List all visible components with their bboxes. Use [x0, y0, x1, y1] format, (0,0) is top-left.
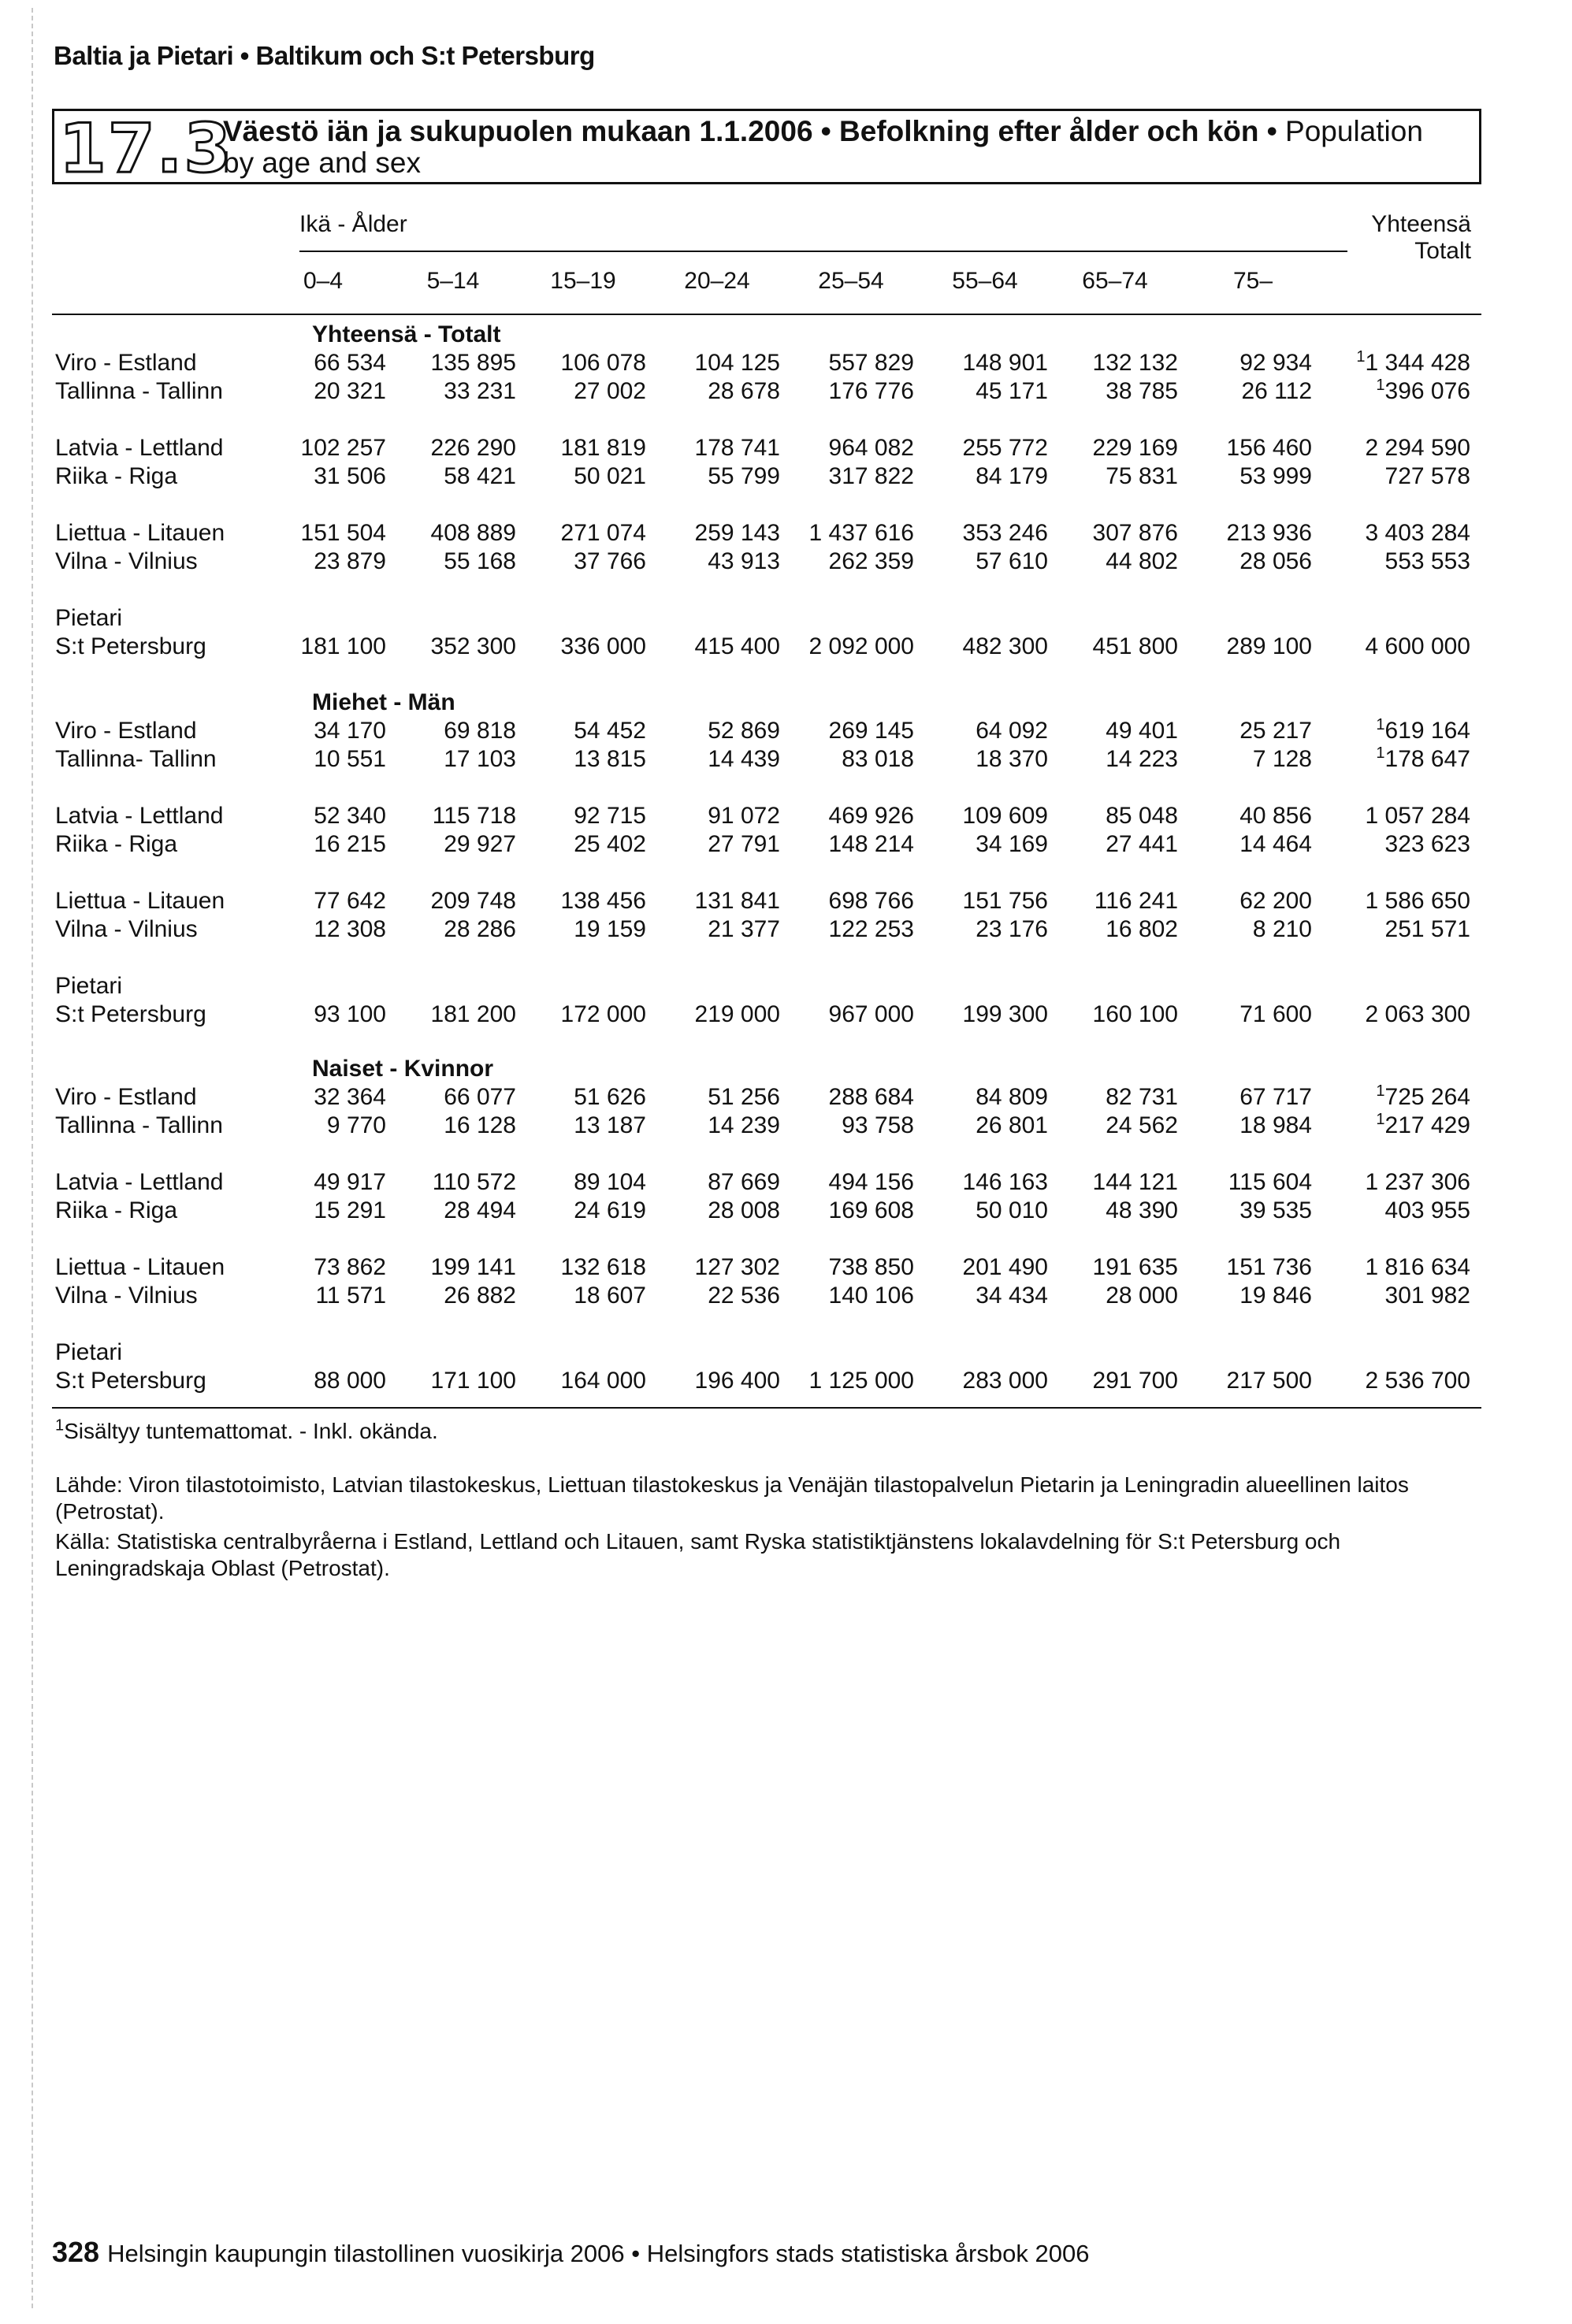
table-title-normal-1: Population — [1277, 115, 1423, 147]
section-heading: Yhteensä - Totalt — [312, 321, 501, 347]
total-value: 323 623 — [1384, 831, 1470, 857]
total-value: 3 403 284 — [1365, 520, 1470, 546]
cell-value: 269 145 — [828, 718, 914, 744]
cell-value: 84 179 — [976, 463, 1048, 489]
cell-total — [1313, 1084, 1470, 1111]
cell-value: 317 822 — [828, 463, 914, 489]
cell-value: 29 927 — [444, 831, 516, 857]
cell-value: 34 434 — [976, 1283, 1048, 1309]
total-value: 2 063 300 — [1365, 1001, 1470, 1027]
cell-value: 28 008 — [708, 1197, 780, 1223]
table-row — [0, 746, 1572, 774]
cell-value: 213 936 — [1226, 520, 1312, 546]
cell-value: 131 841 — [694, 888, 780, 914]
cell-value: 40 856 — [1239, 803, 1312, 829]
cell-value: 92 715 — [574, 803, 646, 829]
source-sv: Källa: Statistiska centralbyråerna i Estland, Lettland och Litauen, samt Ryska statistiktjänstens lokalavdelning för S:t Petersburg och Leningradskaja Oblast (Petrostat). — [55, 1529, 1341, 1580]
cell-value: 122 253 — [828, 916, 914, 942]
cell-value: 13 815 — [574, 746, 646, 772]
row-label: Vilna - Vilnius — [55, 1283, 198, 1309]
cell-value: 469 926 — [828, 803, 914, 829]
cell-value: 58 421 — [444, 463, 516, 489]
row-label: Riika - Riga — [55, 831, 178, 857]
cell-value: 32 364 — [314, 1084, 386, 1110]
cell-total — [1313, 718, 1470, 744]
cell-total — [1313, 1283, 1470, 1309]
row-label-line1 — [0, 605, 1572, 633]
cell-value: 289 100 — [1226, 633, 1312, 659]
cell-total — [1313, 916, 1470, 943]
cell-value: 181 819 — [560, 435, 646, 461]
row-label: Latvia - Lettland — [55, 435, 224, 461]
table-row — [0, 378, 1572, 407]
cell-value: 48 390 — [1106, 1197, 1178, 1223]
row-label: S:t Petersburg — [55, 633, 206, 659]
cell-total — [1313, 888, 1470, 915]
table-row — [0, 548, 1572, 577]
cell-value: 1 125 000 — [808, 1368, 914, 1394]
cell-value: 199 300 — [962, 1001, 1048, 1027]
cell-value: 52 340 — [314, 803, 386, 829]
table-row — [0, 350, 1572, 378]
table-row — [0, 1112, 1572, 1141]
cell-value: 88 000 — [314, 1368, 386, 1394]
cell-value: 14 223 — [1106, 746, 1178, 772]
footnote-ref: 1 — [1376, 1111, 1385, 1128]
cell-value: 127 302 — [694, 1254, 780, 1280]
cell-value: 15 291 — [314, 1197, 386, 1223]
cell-value: 199 141 — [430, 1254, 516, 1280]
total-value: 2 294 590 — [1365, 435, 1470, 461]
cell-value: 288 684 — [828, 1084, 914, 1110]
cell-value: 25 402 — [574, 831, 646, 857]
page-footer — [52, 2236, 1089, 2269]
age-group-label: 65–74 — [1082, 268, 1148, 294]
cell-value: 352 300 — [430, 633, 516, 659]
cell-value: 93 758 — [842, 1112, 914, 1138]
cell-value: 50 021 — [574, 463, 646, 489]
cell-value: 14 439 — [708, 746, 780, 772]
row-label: Viro - Estland — [55, 350, 197, 376]
cell-value: 146 163 — [962, 1169, 1048, 1195]
row-label: Pietari — [55, 605, 123, 631]
table-top-rule — [52, 314, 1481, 315]
section-heading: Miehet - Män — [312, 689, 455, 715]
cell-total — [1313, 1197, 1470, 1224]
cell-total — [1313, 520, 1470, 547]
cell-total — [1313, 1254, 1470, 1281]
footnote-ref: 1 — [1376, 744, 1385, 762]
cell-value: 55 168 — [444, 548, 516, 574]
total-value: 301 982 — [1384, 1283, 1470, 1309]
table-bottom-rule — [52, 1407, 1481, 1409]
cell-value: 738 850 — [828, 1254, 914, 1280]
age-group-label: 0–4 — [303, 268, 344, 294]
cell-value: 38 785 — [1106, 378, 1178, 404]
table-row — [0, 633, 1572, 662]
cell-value: 132 618 — [560, 1254, 646, 1280]
table-row — [0, 718, 1572, 746]
cell-value: 262 359 — [828, 548, 914, 574]
cell-value: 196 400 — [694, 1368, 780, 1394]
cell-value: 144 121 — [1092, 1169, 1178, 1195]
cell-total — [1313, 350, 1470, 377]
cell-total — [1313, 633, 1470, 660]
table-title-box — [52, 109, 1481, 188]
row-label: Pietari — [55, 1339, 123, 1365]
cell-value: 27 441 — [1106, 831, 1178, 857]
page-number: 328 — [52, 2236, 100, 2268]
cell-value: 26 801 — [976, 1112, 1048, 1138]
age-group-label: 75– — [1232, 268, 1273, 294]
age-group-label: 20–24 — [684, 268, 750, 294]
total-value: 727 578 — [1384, 463, 1470, 489]
cell-value: 45 171 — [976, 378, 1048, 404]
cell-value: 82 731 — [1106, 1084, 1178, 1110]
cell-value: 169 608 — [828, 1197, 914, 1223]
cell-total — [1313, 1001, 1470, 1028]
cell-total — [1313, 746, 1470, 773]
cell-value: 698 766 — [828, 888, 914, 914]
cell-value: 557 829 — [828, 350, 914, 376]
total-heading — [1371, 211, 1471, 265]
cell-total — [1313, 548, 1470, 575]
cell-value: 151 756 — [962, 888, 1048, 914]
cell-total — [1313, 1368, 1470, 1394]
row-label-line1 — [0, 1339, 1572, 1368]
footnote-ref: 1 — [1356, 348, 1366, 366]
cell-value: 19 846 — [1239, 1283, 1312, 1309]
cell-value: 91 072 — [708, 803, 780, 829]
total-value: 1 816 634 — [1365, 1254, 1470, 1280]
row-label-line1 — [0, 973, 1572, 1001]
table-row — [0, 831, 1572, 859]
cell-value: 17 103 — [444, 746, 516, 772]
table-row — [0, 1001, 1572, 1030]
cell-value: 967 000 — [828, 1001, 914, 1027]
total-value: 251 571 — [1384, 916, 1470, 942]
cell-value: 9 770 — [326, 1112, 386, 1138]
cell-value: 87 669 — [708, 1169, 780, 1195]
row-label: S:t Petersburg — [55, 1001, 206, 1027]
row-label: Vilna - Vilnius — [55, 548, 198, 574]
cell-value: 106 078 — [560, 350, 646, 376]
cell-value: 66 534 — [314, 350, 386, 376]
cell-value: 89 104 — [574, 1169, 646, 1195]
row-label: Riika - Riga — [55, 463, 178, 489]
cell-value: 24 562 — [1106, 1112, 1178, 1138]
cell-value: 176 776 — [828, 378, 914, 404]
cell-value: 25 217 — [1239, 718, 1312, 744]
age-group-label: 5–14 — [426, 268, 480, 294]
cell-value: 51 256 — [708, 1084, 780, 1110]
row-label: Tallinna - Tallinn — [55, 1112, 223, 1138]
cell-value: 2 092 000 — [808, 633, 914, 659]
cell-value: 255 772 — [962, 435, 1048, 461]
cell-value: 494 156 — [828, 1169, 914, 1195]
cell-value: 28 494 — [444, 1197, 516, 1223]
table-row — [0, 1283, 1572, 1311]
cell-value: 10 551 — [314, 746, 386, 772]
cell-value: 54 452 — [574, 718, 646, 744]
cell-value: 109 609 — [962, 803, 1048, 829]
cell-value: 55 799 — [708, 463, 780, 489]
cell-total — [1313, 463, 1470, 490]
cell-value: 62 200 — [1239, 888, 1312, 914]
cell-value: 93 100 — [314, 1001, 386, 1027]
cell-value: 229 169 — [1092, 435, 1178, 461]
cell-value: 115 718 — [432, 803, 516, 829]
cell-total — [1313, 1112, 1470, 1139]
table-row — [0, 1197, 1572, 1226]
footnote-ref: 1 — [1376, 1082, 1385, 1100]
cell-value: 18 607 — [574, 1283, 646, 1309]
cell-value: 51 626 — [574, 1084, 646, 1110]
cell-value: 291 700 — [1092, 1368, 1178, 1394]
cell-value: 181 100 — [300, 633, 386, 659]
total-heading-fi: Yhteensä — [1371, 211, 1471, 237]
cell-value: 22 536 — [708, 1283, 780, 1309]
cell-value: 191 635 — [1092, 1254, 1178, 1280]
section-heading: Naiset - Kvinnor — [312, 1056, 494, 1082]
cell-value: 11 571 — [315, 1283, 386, 1309]
cell-value: 271 074 — [560, 520, 646, 546]
table-row — [0, 803, 1572, 831]
cell-value: 219 000 — [694, 1001, 780, 1027]
cell-value: 283 000 — [962, 1368, 1048, 1394]
cell-value: 66 077 — [444, 1084, 516, 1110]
total-value: 1 586 650 — [1365, 888, 1470, 914]
cell-value: 151 736 — [1226, 1254, 1312, 1280]
cell-value: 451 800 — [1092, 633, 1178, 659]
cell-value: 77 642 — [314, 888, 386, 914]
cell-value: 27 002 — [574, 378, 646, 404]
cell-value: 28 678 — [708, 378, 780, 404]
cell-value: 13 187 — [574, 1112, 646, 1138]
cell-value: 20 321 — [314, 378, 386, 404]
table-title — [223, 116, 1468, 179]
cell-value: 964 082 — [828, 435, 914, 461]
cell-value: 50 010 — [976, 1197, 1048, 1223]
cell-value: 49 401 — [1106, 718, 1178, 744]
table-row — [0, 888, 1572, 916]
cell-value: 34 170 — [314, 718, 386, 744]
row-label: Riika - Riga — [55, 1197, 178, 1223]
cell-value: 16 128 — [444, 1112, 516, 1138]
cell-value: 201 490 — [962, 1254, 1048, 1280]
age-group-label: 55–64 — [952, 268, 1018, 294]
row-label: Viro - Estland — [55, 1084, 197, 1110]
total-value: 1 057 284 — [1365, 803, 1470, 829]
cell-value: 209 748 — [430, 888, 516, 914]
cell-value: 67 717 — [1239, 1084, 1312, 1110]
total-heading-sv: Totalt — [1414, 238, 1471, 264]
row-label: Latvia - Lettland — [55, 1169, 224, 1195]
cell-value: 132 132 — [1092, 350, 1178, 376]
cell-total — [1313, 378, 1470, 405]
cell-value: 37 766 — [574, 548, 646, 574]
cell-value: 14 464 — [1239, 831, 1312, 857]
cell-value: 138 456 — [560, 888, 646, 914]
cell-value: 26 112 — [1241, 378, 1312, 404]
cell-value: 31 506 — [314, 463, 386, 489]
row-label: Tallinna - Tallinn — [55, 378, 223, 404]
cell-value: 43 913 — [708, 548, 780, 574]
total-value: 403 955 — [1384, 1197, 1470, 1223]
cell-value: 353 246 — [962, 520, 1048, 546]
cell-value: 8 210 — [1252, 916, 1312, 942]
cell-value: 34 169 — [976, 831, 1048, 857]
cell-value: 16 802 — [1106, 916, 1178, 942]
row-label: Liettua - Litauen — [55, 1254, 225, 1280]
row-label: S:t Petersburg — [55, 1368, 206, 1394]
total-value: 396 076 — [1384, 378, 1470, 404]
cell-value: 69 818 — [444, 718, 516, 744]
table-row — [0, 1368, 1572, 1396]
table-row — [0, 916, 1572, 945]
total-value: 1 344 428 — [1365, 350, 1470, 376]
cell-value: 28 000 — [1106, 1283, 1178, 1309]
age-group-label: 15–19 — [550, 268, 616, 294]
header-rule — [299, 251, 1347, 252]
total-value: 2 536 700 — [1365, 1368, 1470, 1394]
table-title-normal-2: by age and sex — [223, 147, 421, 179]
cell-value: 160 100 — [1092, 1001, 1178, 1027]
cell-value: 336 000 — [560, 633, 646, 659]
cell-value: 18 984 — [1239, 1112, 1312, 1138]
cell-value: 33 231 — [444, 378, 516, 404]
total-value: 178 647 — [1384, 746, 1470, 772]
age-heading: Ikä - Ålder — [299, 211, 407, 237]
cell-value: 140 106 — [828, 1283, 914, 1309]
row-label: Latvia - Lettland — [55, 803, 224, 829]
cell-value: 52 869 — [708, 718, 780, 744]
table-title-bold: Väestö iän ja sukupuolen mukaan 1.1.2006 • Befolkning efter ålder och kön • — [223, 115, 1277, 147]
cell-value: 75 831 — [1106, 463, 1178, 489]
cell-value: 151 504 — [300, 520, 386, 546]
footer-text: Helsingin kaupungin tilastollinen vuosikirja 2006 • Helsingfors stads statistiska årsbok 2006 — [107, 2240, 1090, 2267]
cell-value: 115 604 — [1228, 1169, 1312, 1195]
cell-value: 172 000 — [560, 1001, 646, 1027]
cell-value: 57 610 — [976, 548, 1048, 574]
total-value: 553 553 — [1384, 548, 1470, 574]
cell-value: 415 400 — [694, 633, 780, 659]
cell-value: 148 901 — [962, 350, 1048, 376]
cell-value: 39 535 — [1239, 1197, 1312, 1223]
cell-value: 18 370 — [976, 746, 1048, 772]
cell-value: 23 176 — [976, 916, 1048, 942]
cell-value: 28 056 — [1239, 548, 1312, 574]
cell-value: 64 092 — [976, 718, 1048, 744]
cell-value: 85 048 — [1106, 803, 1178, 829]
cell-total — [1313, 831, 1470, 858]
footnote-mark: 1 — [55, 1416, 65, 1435]
row-label: Liettua - Litauen — [55, 888, 225, 914]
cell-value: 482 300 — [962, 633, 1048, 659]
cell-value: 27 791 — [708, 831, 780, 857]
cell-value: 104 125 — [694, 350, 780, 376]
cell-value: 171 100 — [430, 1368, 516, 1394]
cell-value: 7 128 — [1252, 746, 1312, 772]
cell-total — [1313, 1169, 1470, 1196]
cell-value: 14 239 — [708, 1112, 780, 1138]
cell-value: 110 572 — [432, 1169, 516, 1195]
table-row — [0, 520, 1572, 548]
footnote-text: Sisältyy tuntemattomat. - Inkl. okända. — [64, 1419, 438, 1443]
cell-value: 217 500 — [1226, 1368, 1312, 1394]
cell-value: 12 308 — [314, 916, 386, 942]
cell-value: 307 876 — [1092, 520, 1178, 546]
total-value: 4 600 000 — [1365, 633, 1470, 659]
cell-value: 102 257 — [300, 435, 386, 461]
cell-value: 24 619 — [574, 1197, 646, 1223]
footnote — [55, 1418, 1474, 1445]
row-label: Pietari — [55, 973, 123, 999]
total-value: 619 164 — [1384, 718, 1470, 744]
cell-value: 16 215 — [314, 831, 386, 857]
cell-value: 28 286 — [444, 916, 516, 942]
footnote-ref: 1 — [1376, 716, 1385, 733]
cell-total — [1313, 435, 1470, 462]
cell-value: 23 879 — [314, 548, 386, 574]
cell-value: 259 143 — [694, 520, 780, 546]
cell-value: 116 241 — [1094, 888, 1178, 914]
source-fi: Lähde: Viron tilastotoimisto, Latvian tilastokeskus, Liettuan tilastokeskus ja Venäjän tilastopalvelun Pietarin ja Leningradin alueellinen laitos (Petrostat). — [55, 1472, 1409, 1524]
row-label: Vilna - Vilnius — [55, 916, 198, 942]
cell-value: 44 802 — [1106, 548, 1178, 574]
table-row — [0, 463, 1572, 492]
cell-value: 26 882 — [444, 1283, 516, 1309]
cell-value: 21 377 — [708, 916, 780, 942]
total-value: 725 264 — [1384, 1084, 1470, 1110]
cell-value: 92 934 — [1239, 350, 1312, 376]
table-row — [0, 1169, 1572, 1197]
running-header: Baltia ja Pietari • Baltikum och S:t Petersburg — [54, 41, 595, 70]
row-label: Liettua - Litauen — [55, 520, 225, 546]
cell-value: 181 200 — [430, 1001, 516, 1027]
row-label: Tallinna- Tallinn — [55, 746, 217, 772]
row-label: Viro - Estland — [55, 718, 197, 744]
table-row — [0, 1254, 1572, 1283]
cell-value: 135 895 — [430, 350, 516, 376]
cell-value: 84 809 — [976, 1084, 1048, 1110]
cell-value: 148 214 — [828, 831, 914, 857]
cell-value: 1 437 616 — [808, 520, 914, 546]
cell-value: 164 000 — [560, 1368, 646, 1394]
total-value: 1 237 306 — [1365, 1169, 1470, 1195]
cell-total — [1313, 803, 1470, 830]
cell-value: 156 460 — [1226, 435, 1312, 461]
cell-value: 49 917 — [314, 1169, 386, 1195]
cell-value: 19 159 — [574, 916, 646, 942]
table-number: 17.3 — [59, 110, 233, 188]
table-row — [0, 435, 1572, 463]
cell-value: 71 600 — [1239, 1001, 1312, 1027]
cell-value: 83 018 — [842, 746, 914, 772]
table-row — [0, 1084, 1572, 1112]
cell-value: 226 290 — [430, 435, 516, 461]
age-group-label: 25–54 — [818, 268, 884, 294]
cell-value: 178 741 — [694, 435, 780, 461]
cell-value: 73 862 — [314, 1254, 386, 1280]
cell-value: 408 889 — [430, 520, 516, 546]
total-value: 217 429 — [1384, 1112, 1470, 1138]
footnote-ref: 1 — [1376, 377, 1385, 394]
cell-value: 53 999 — [1239, 463, 1312, 489]
